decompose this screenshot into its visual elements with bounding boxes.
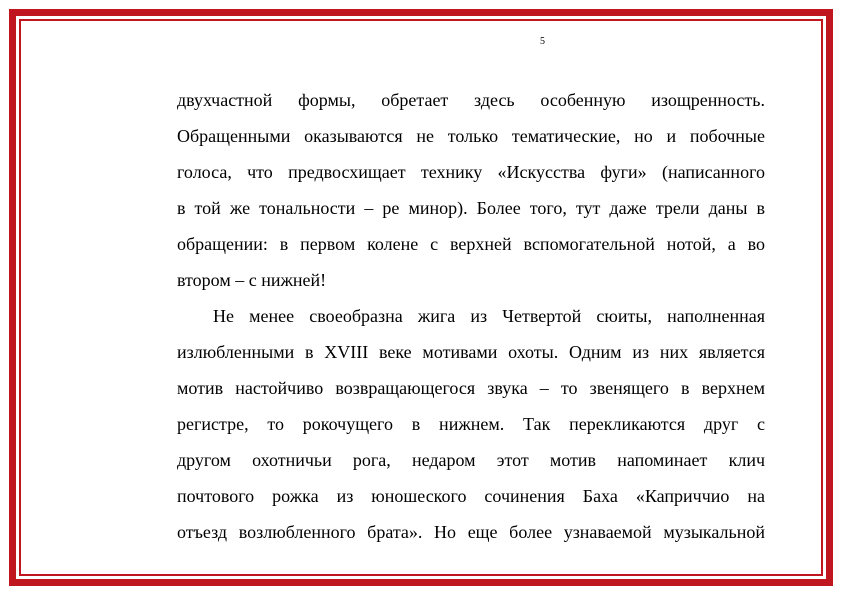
text-line: втором – с нижней! xyxy=(177,270,327,290)
text-line: отъезд возлюбленного брата». Но еще более узнаваемой музыкальной xyxy=(177,522,765,542)
text-line: мотив настойчиво возвращающегося звука – то звенящего в верхнем xyxy=(177,378,765,398)
text-line: почтового рожка из юношеского сочинения Баха «Каприччио на xyxy=(177,486,765,506)
text-line: двухчастной формы, обретает здесь особенную изощренность. xyxy=(177,90,765,110)
body-text xyxy=(177,82,765,550)
text-line: Не менее своеобразна жига из Четвертой сюиты, наполненная xyxy=(213,306,765,326)
text-line: излюбленными в XVIII веке мотивами охоты. Одним из них является xyxy=(177,342,765,362)
text-line: обращении: в первом колене с верхней вспомогательной нотой, а во xyxy=(177,234,765,254)
page-number: 5 xyxy=(540,36,545,47)
text-line: в той же тональности – ре минор). Более того, тут даже трели даны в xyxy=(177,198,765,218)
text-line: регистре, то рокочущего в нижнем. Так перекликаются друг с xyxy=(177,414,765,434)
text-line: Обращенными оказываются не только тематические, но и побочные xyxy=(177,126,765,146)
text-line: другом охотничьи рога, недаром этот мотив напоминает клич xyxy=(177,450,765,470)
text-line: голоса, что предвосхищает технику «Искусства фуги» (написанного xyxy=(177,162,765,182)
